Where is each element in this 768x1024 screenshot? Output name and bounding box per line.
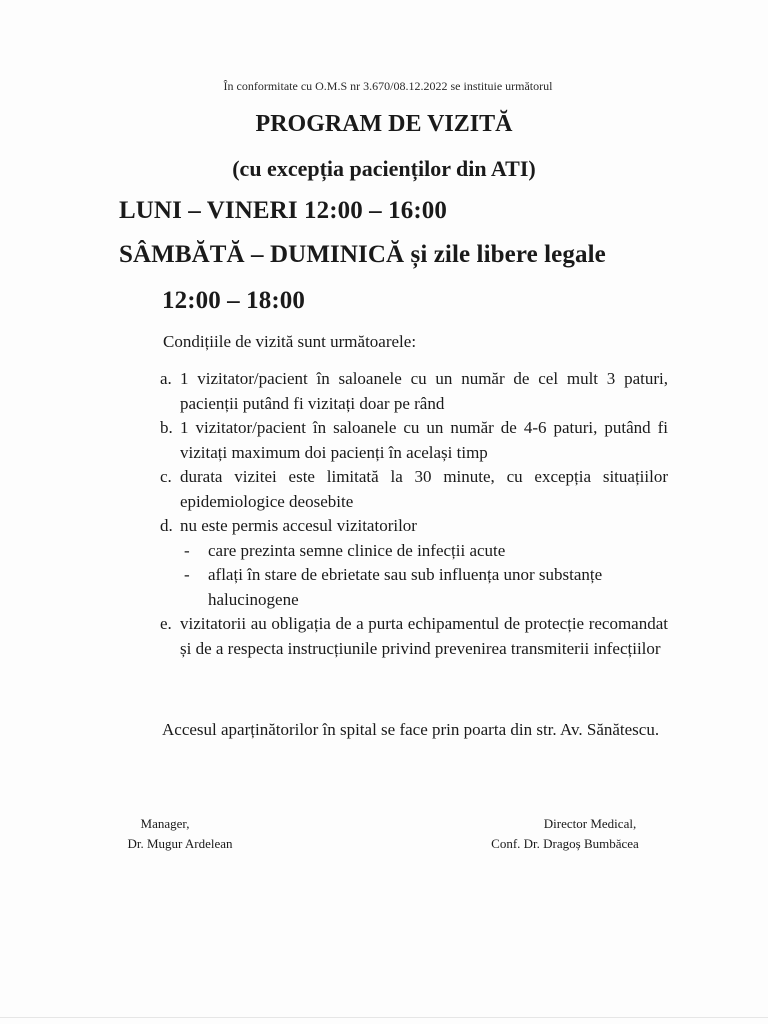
signature-role: Manager, bbox=[140, 816, 190, 831]
sub-list-marker: - bbox=[184, 540, 190, 560]
list-marker: a. bbox=[160, 369, 172, 388]
schedule-weekend-hours: 12:00 – 18:00 bbox=[162, 287, 305, 314]
list-marker: b. bbox=[160, 418, 173, 437]
signature-role: Director Medical, bbox=[543, 816, 637, 831]
list-item-text: vizitatorii au obligația de a purta echipamentul de protecție recomandat și de a respecta instrucțiunile privind prevenirea transmiterii infecțiilor bbox=[180, 614, 668, 658]
sub-list-item bbox=[160, 539, 668, 564]
schedule-weekdays: LUNI – VINERI 12:00 – 16:00 bbox=[119, 197, 447, 224]
intro-line: În conformitate cu O.M.S nr 3.670/08.12.2022 se instituie următorul bbox=[223, 79, 553, 93]
signature-name: Dr. Mugur Ardelean bbox=[127, 836, 233, 851]
list-marker: c. bbox=[160, 467, 172, 486]
list-item-text: 1 vizitator/pacient în saloanele cu un număr de cel mult 3 paturi, pacienții putând fi vizitați doar pe rând bbox=[180, 369, 668, 413]
list-item bbox=[160, 465, 668, 514]
list-item bbox=[160, 514, 668, 539]
list-marker: e. bbox=[160, 614, 172, 633]
sub-list-item-text: care prezinta semne clinice de infecții acute bbox=[208, 540, 506, 560]
access-note: Accesul aparținătorilor în spital se face prin poarta din str. Av. Sănătescu. bbox=[162, 720, 660, 739]
sub-list-marker: - bbox=[184, 565, 190, 584]
conditions-intro: Condițiile de vizită sunt următoarele: bbox=[163, 332, 417, 351]
list-item-text: nu este permis accesul vizitatorilor bbox=[180, 516, 417, 535]
signature-director bbox=[470, 814, 660, 854]
sub-list-item bbox=[160, 563, 668, 612]
signature-manager bbox=[110, 814, 250, 854]
list-item bbox=[160, 612, 668, 661]
list-item-text: durata vizitei este limitată la 30 minute, cu excepția situațiilor epidemiologice deosebite bbox=[180, 467, 668, 511]
page-bottom-divider bbox=[0, 1017, 768, 1018]
list-item-text: 1 vizitator/pacient în saloanele cu un număr de 4-6 paturi, putând fi vizitați maximum doi pacienți în același timp bbox=[180, 418, 668, 462]
document-subtitle: (cu excepția pacienților din ATI) bbox=[232, 156, 536, 181]
document-title: PROGRAM DE VIZITĂ bbox=[255, 111, 513, 137]
conditions-list bbox=[160, 367, 668, 661]
signature-name: Conf. Dr. Dragoș Bumbăcea bbox=[491, 836, 639, 851]
list-item bbox=[160, 416, 668, 465]
sub-list-item-text: aflați în stare de ebrietate sau sub influența unor substanțe halucinogene bbox=[208, 565, 603, 609]
schedule-weekend: SÂMBĂTĂ – DUMINICĂ și zile libere legale bbox=[119, 241, 606, 268]
list-marker: d. bbox=[160, 516, 173, 535]
list-item bbox=[160, 367, 668, 416]
